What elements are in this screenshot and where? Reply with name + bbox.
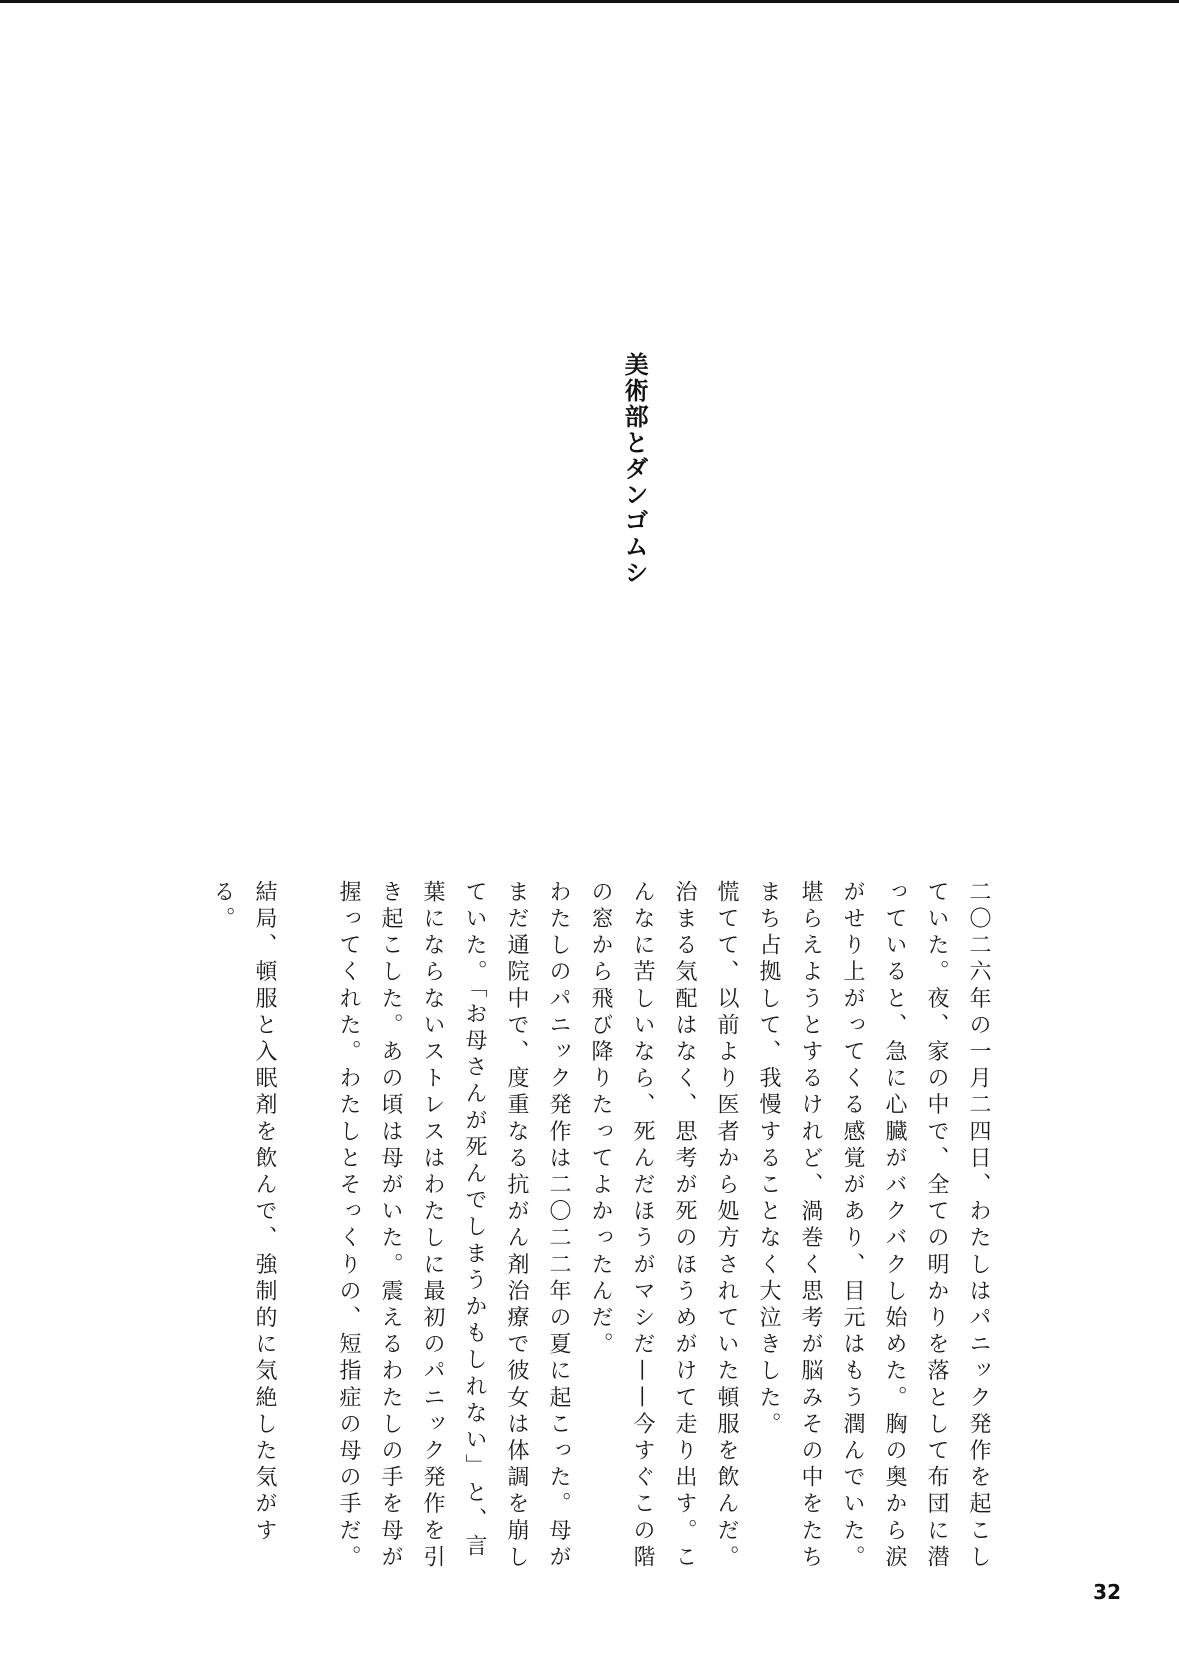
body-text — [201, 880, 999, 1580]
paragraph-3: わたしのパニック発作は二〇二二年の夏に起こった。母がまだ通院中で、度重なる抗がん剤治療で彼女は体調を崩していた。「お母さんが死んでしまうかもしれない」と、言葉にならないストレスはわたしに最初のパニック発作を引き起こした。あの頃は母がいた。震えるわたしの手を母が握ってくれた。わたしとそっくりの、短指症の母の手だ。 — [336, 880, 571, 1572]
paragraph-1: 二〇二六年の一月二四日、わたしはパニック発作を起こしていた。夜、家の中で、全ての明かりを落として布団に潜っていると、急に心臓がバクバクし始めた。胸の奥から涙がせり上がってくる感覚があり、目元はもう潤んでいた。堪らえようとするけれど、渦巻く思考が脳みその中をたちまち占拠して、我慢することなく大泣きした。 — [756, 880, 991, 1572]
chapter-title: 美術部とダンゴムシ — [620, 352, 649, 586]
paragraph-4: 結局、頓服と入眠剤を飲んで、強制的に気絶した気がする。 — [210, 880, 277, 1545]
page-number: 32 — [1093, 1580, 1121, 1604]
paragraph-2: 慌てて、以前より医者から処方されていた頓服を飲んだ。治まる気配はなく、思考が死のほうめがけて走り出す。こんなに苦しいなら、死んだほうがマシだ——今すぐこの階の窓から飛び降りたってよかったんだ。 — [588, 880, 739, 1572]
top-rule — [0, 0, 1179, 3]
